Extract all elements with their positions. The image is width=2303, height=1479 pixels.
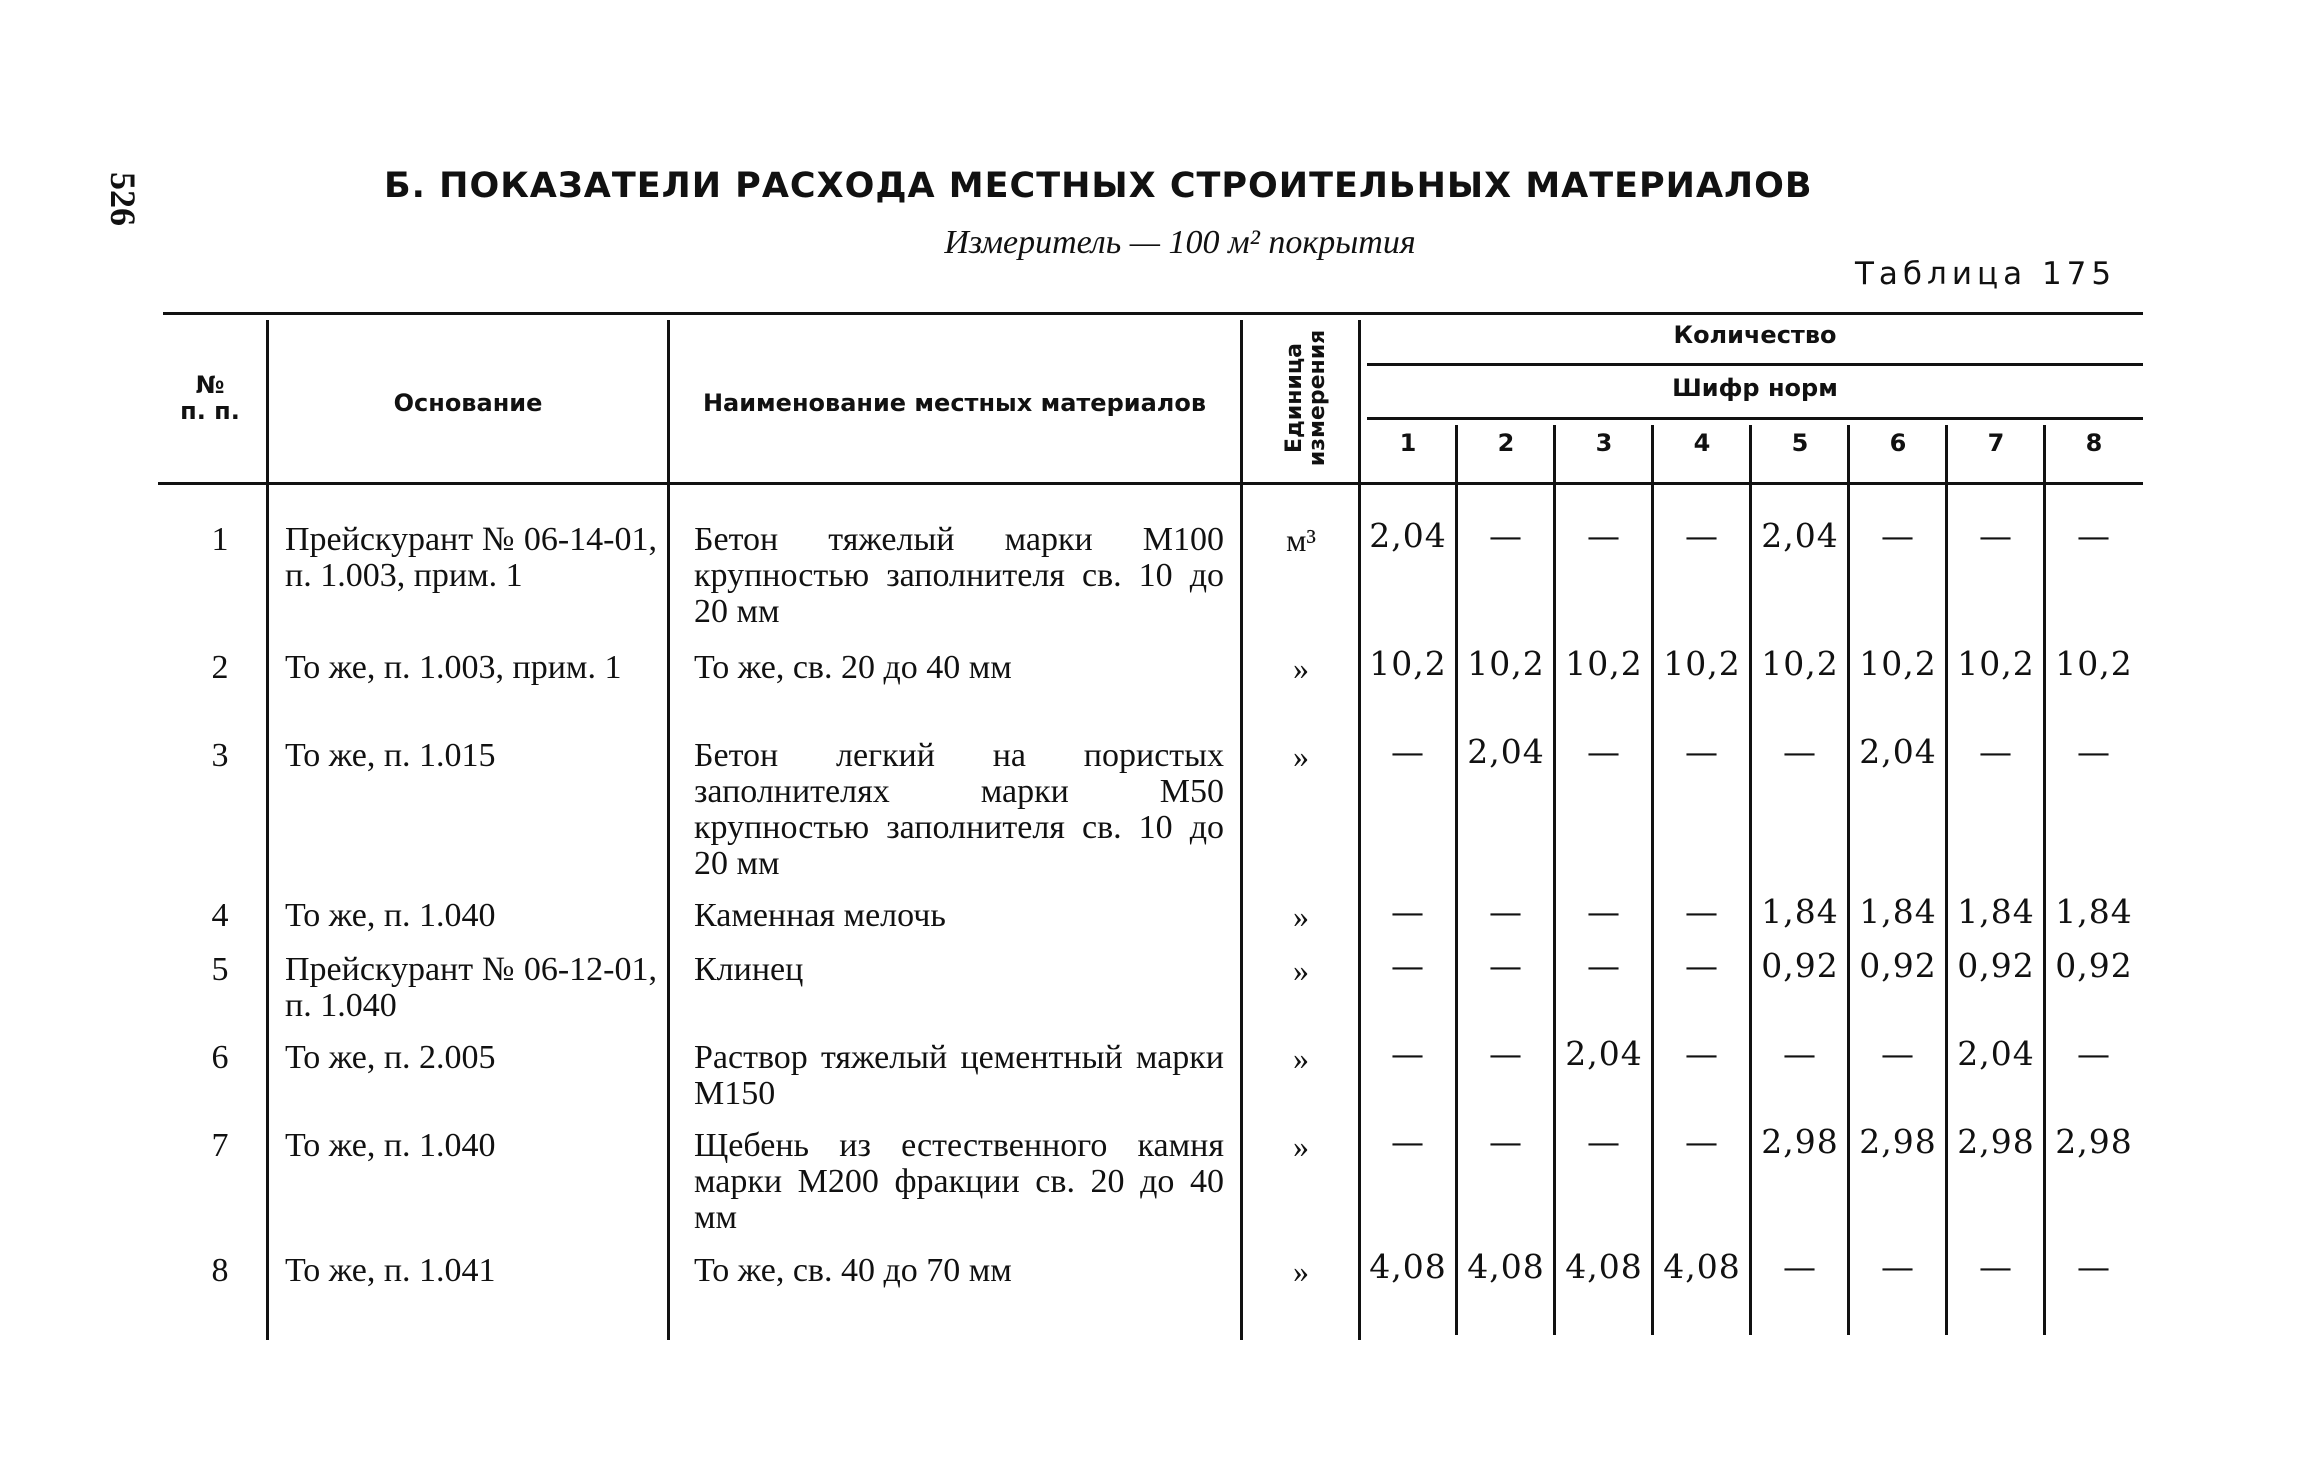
row-value-code-2: — xyxy=(1489,946,1523,985)
row-value-code-4: 10,2 xyxy=(1663,644,1741,683)
row-value-code-2: 2,04 xyxy=(1467,732,1545,771)
section-title: Б. ПОКАЗАТЕЛИ РАСХОДА МЕСТНЫХ СТРОИТЕЛЬНЫХ МАТЕРИАЛОВ xyxy=(384,166,1813,206)
row-value-code-3: — xyxy=(1587,732,1621,771)
row-unit: » xyxy=(1293,1040,1309,1076)
row-material-name: Раствор тяжелый цементный марки М150 xyxy=(694,1039,1224,1112)
row-value-code-6: 1,84 xyxy=(1859,892,1937,931)
row-value-code-1: 4,08 xyxy=(1369,1247,1447,1286)
row-value-code-1: — xyxy=(1391,946,1425,985)
header-material-name: Наименование местных материалов xyxy=(702,389,1207,417)
row-basis: То же, п. 1.041 xyxy=(285,1252,496,1289)
row-value-code-5: 2,04 xyxy=(1761,516,1839,555)
col-divider-name xyxy=(667,320,670,1340)
row-number: 1 xyxy=(211,521,229,558)
col-divider-code-3 xyxy=(1553,425,1556,1335)
row-value-code-2: — xyxy=(1489,892,1523,931)
quantity-rule xyxy=(1367,363,2143,366)
row-material-name: То же, св. 40 до 70 мм xyxy=(694,1252,1012,1289)
row-value-code-4: 4,08 xyxy=(1663,1247,1741,1286)
row-value-code-7: 10,2 xyxy=(1957,644,2035,683)
row-value-code-4: — xyxy=(1685,1034,1719,1073)
row-value-code-7: — xyxy=(1979,516,2013,555)
row-value-code-2: — xyxy=(1489,516,1523,555)
row-value-code-3: — xyxy=(1587,892,1621,931)
row-value-code-8: — xyxy=(2077,732,2111,771)
row-value-code-4: — xyxy=(1685,516,1719,555)
row-unit: » xyxy=(1293,738,1309,774)
row-value-code-6: — xyxy=(1881,516,1915,555)
row-unit: » xyxy=(1293,952,1309,988)
row-number: 5 xyxy=(211,951,229,988)
table-label: Таблица 175 xyxy=(1855,256,2117,292)
col-divider-code-2 xyxy=(1455,425,1458,1335)
row-value-code-8: — xyxy=(2077,1247,2111,1286)
row-value-code-8: 10,2 xyxy=(2055,644,2133,683)
row-value-code-3: — xyxy=(1587,946,1621,985)
col-divider-code-6 xyxy=(1847,425,1850,1335)
row-number: 4 xyxy=(211,897,229,934)
row-value-code-3: 2,04 xyxy=(1565,1034,1643,1073)
row-unit: » xyxy=(1293,1128,1309,1164)
row-value-code-6: — xyxy=(1881,1247,1915,1286)
row-material-name: Щебень из естественного камня марки М200 фракции св. 20 до 40 мм xyxy=(694,1127,1224,1236)
row-number: 3 xyxy=(211,737,229,774)
row-value-code-5: — xyxy=(1783,1034,1817,1073)
row-material-name: Клинец xyxy=(694,951,804,988)
row-value-code-6: 2,04 xyxy=(1859,732,1937,771)
header-codes: Шифр норм xyxy=(1672,374,1838,402)
col-divider-code-8 xyxy=(2043,425,2046,1335)
row-value-code-6: 0,92 xyxy=(1859,946,1937,985)
row-value-code-5: 10,2 xyxy=(1761,644,1839,683)
row-value-code-1: — xyxy=(1391,1122,1425,1161)
col-divider-unit xyxy=(1240,320,1243,1340)
row-value-code-2: 4,08 xyxy=(1467,1247,1545,1286)
row-number: 6 xyxy=(211,1039,229,1076)
header-code-5: 5 xyxy=(1791,429,1809,457)
row-value-code-5: 1,84 xyxy=(1761,892,1839,931)
row-value-code-2: — xyxy=(1489,1034,1523,1073)
row-value-code-6: 10,2 xyxy=(1859,644,1937,683)
row-value-code-6: 2,98 xyxy=(1859,1122,1937,1161)
header-unit: Единица измерения xyxy=(1281,329,1330,467)
table-top-rule xyxy=(163,312,2143,315)
header-basis: Основание xyxy=(393,389,543,417)
row-material-name: То же, св. 20 до 40 мм xyxy=(694,649,1012,686)
row-value-code-4: — xyxy=(1685,892,1719,931)
row-value-code-5: — xyxy=(1783,732,1817,771)
row-material-name: Бетон тяжелый марки М100 крупностью заполнителя св. 10 до 20 мм xyxy=(694,521,1224,630)
row-basis: То же, п. 1.040 xyxy=(285,897,496,934)
row-value-code-4: — xyxy=(1685,1122,1719,1161)
row-value-code-3: 4,08 xyxy=(1565,1247,1643,1286)
header-code-8: 8 xyxy=(2085,429,2103,457)
row-value-code-1: — xyxy=(1391,732,1425,771)
row-basis: То же, п. 2.005 xyxy=(285,1039,496,1076)
row-value-code-2: 10,2 xyxy=(1467,644,1545,683)
row-material-name: Каменная мелочь xyxy=(694,897,946,934)
header-code-2: 2 xyxy=(1497,429,1515,457)
row-value-code-1: 2,04 xyxy=(1369,516,1447,555)
page-number: 526 xyxy=(103,172,143,226)
header-bottom-rule xyxy=(158,482,2143,485)
col-divider-code-4 xyxy=(1651,425,1654,1335)
header-code-3: 3 xyxy=(1595,429,1613,457)
row-value-code-8: 2,98 xyxy=(2055,1122,2133,1161)
row-value-code-1: 10,2 xyxy=(1369,644,1447,683)
row-basis: Прейскурант № 06-12-01, п. 1.040 xyxy=(285,951,657,1024)
row-basis: Прейскурант № 06-14-01, п. 1.003, прим. 1 xyxy=(285,521,657,594)
row-value-code-7: — xyxy=(1979,732,2013,771)
row-value-code-4: — xyxy=(1685,946,1719,985)
row-basis: То же, п. 1.015 xyxy=(285,737,496,774)
header-quantity: Количество xyxy=(1673,321,1837,349)
row-basis: То же, п. 1.003, прим. 1 xyxy=(285,649,622,686)
row-value-code-5: 2,98 xyxy=(1761,1122,1839,1161)
row-value-code-8: 0,92 xyxy=(2055,946,2133,985)
row-value-code-7: 2,98 xyxy=(1957,1122,2035,1161)
row-value-code-3: 10,2 xyxy=(1565,644,1643,683)
row-value-code-8: — xyxy=(2077,1034,2111,1073)
row-value-code-7: 1,84 xyxy=(1957,892,2035,931)
header-code-1: 1 xyxy=(1399,429,1417,457)
col-divider-code-7 xyxy=(1945,425,1948,1335)
row-value-code-3: — xyxy=(1587,1122,1621,1161)
col-divider-basis xyxy=(266,320,269,1340)
col-divider-code-5 xyxy=(1749,425,1752,1335)
row-unit: » xyxy=(1293,650,1309,686)
row-value-code-7: 0,92 xyxy=(1957,946,2035,985)
row-value-code-2: — xyxy=(1489,1122,1523,1161)
header-row-number: № п. п. xyxy=(180,371,240,426)
row-value-code-1: — xyxy=(1391,1034,1425,1073)
row-unit: м³ xyxy=(1286,522,1316,558)
row-value-code-8: — xyxy=(2077,516,2111,555)
row-number: 8 xyxy=(211,1252,229,1289)
header-code-4: 4 xyxy=(1693,429,1711,457)
row-value-code-3: — xyxy=(1587,516,1621,555)
row-value-code-5: — xyxy=(1783,1247,1817,1286)
row-unit: » xyxy=(1293,1253,1309,1289)
codes-rule xyxy=(1367,417,2143,420)
row-value-code-8: 1,84 xyxy=(2055,892,2133,931)
row-basis: То же, п. 1.040 xyxy=(285,1127,496,1164)
row-value-code-1: — xyxy=(1391,892,1425,931)
measure-unit-caption: Измеритель — 100 м² покрытия xyxy=(944,224,1416,261)
row-unit: » xyxy=(1293,898,1309,934)
header-code-6: 6 xyxy=(1889,429,1907,457)
row-material-name: Бетон легкий на пористых заполнителях марки М50 крупностью заполнителя св. 10 до 20 мм xyxy=(694,737,1224,882)
row-value-code-6: — xyxy=(1881,1034,1915,1073)
row-value-code-7: 2,04 xyxy=(1957,1034,2035,1073)
row-value-code-4: — xyxy=(1685,732,1719,771)
header-code-7: 7 xyxy=(1987,429,2005,457)
row-number: 7 xyxy=(211,1127,229,1164)
row-number: 2 xyxy=(211,649,229,686)
row-value-code-7: — xyxy=(1979,1247,2013,1286)
row-value-code-5: 0,92 xyxy=(1761,946,1839,985)
